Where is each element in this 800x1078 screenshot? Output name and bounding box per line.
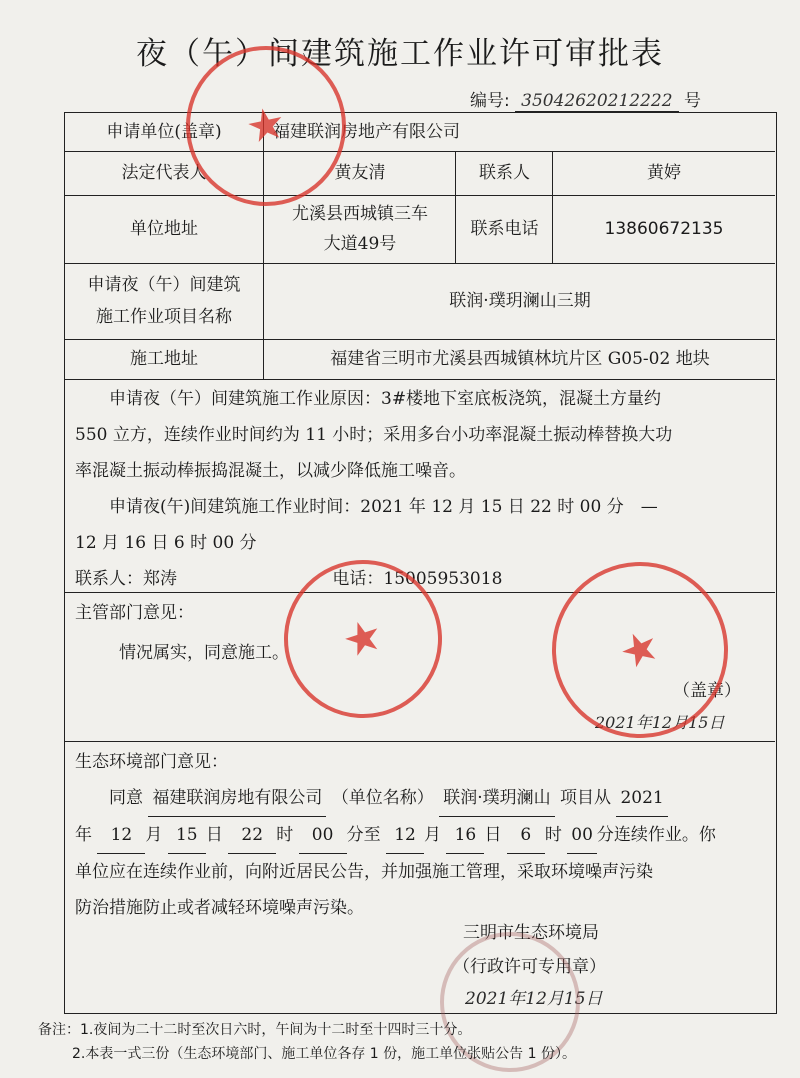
env-month-word: 月: [145, 825, 163, 845]
dept-heading: 主管部门意见：: [75, 603, 194, 623]
note-1: 备注：1.夜间为二十二时至次日六时，午间为十二时至十四时三十分。: [38, 1022, 472, 1038]
env-hour-word: 时: [276, 825, 294, 845]
env-line4: 防治措施防止或者减轻环境噪声污染。: [75, 898, 364, 918]
contact-person-value: 黄婷: [647, 163, 681, 183]
serial-value: 35042620212222: [515, 91, 678, 112]
site-value: 福建省三明市尤溪县西城镇林坑片区 G05-02 地块: [330, 349, 710, 369]
env-month-start: 12: [97, 817, 145, 854]
footnotes: [38, 1018, 576, 1066]
env-minute-end: 00: [567, 817, 597, 854]
env-year-word: 年: [75, 825, 92, 845]
env-day-word-2: 日: [484, 825, 502, 845]
env-day-end: 16: [446, 817, 484, 854]
env-opinion: [75, 744, 771, 926]
env-line2: [75, 817, 771, 854]
env-minute-word: 分至: [346, 825, 381, 845]
address-line1: 尤溪县西城镇三车: [292, 204, 428, 224]
env-agree: 同意: [109, 788, 143, 808]
env-year: 2021: [616, 780, 667, 817]
dept-seal-note: （盖章）: [673, 681, 741, 701]
env-project: 联润·璞玥澜山: [439, 780, 554, 817]
period-line2: 12 月 16 日 6 时 00 分: [75, 533, 257, 553]
env-month-end: 12: [386, 817, 424, 854]
env-project-from: 项目从: [560, 788, 612, 808]
applicant-label: 申请单位(盖章): [106, 122, 222, 142]
env-line3: 单位应在连续作业前，向附近居民公告，并加强施工管理，采取环境噪声污染: [75, 862, 653, 882]
env-unit: 福建联润房地有限公司: [148, 780, 326, 817]
serial-number: [470, 86, 701, 111]
project-label: [65, 263, 263, 339]
dept-opinion-text: 情况属实，同意施工。: [119, 643, 289, 663]
address-value: [265, 195, 455, 263]
env-day-word: 日: [205, 825, 223, 845]
applicant-value: 福建联润房地产有限公司: [273, 122, 460, 142]
env-heading: 生态环境部门意见：: [75, 752, 228, 772]
address-label: 单位地址: [130, 219, 198, 239]
contact-label: 联系人：郑涛: [75, 569, 177, 589]
address-line2: 大道49号: [323, 234, 397, 254]
project-label-line1: 申请夜（午）间建筑: [87, 275, 241, 295]
reason-line3: 率混凝土振动棒振捣混凝土，以减少降低施工噪音。: [75, 461, 466, 481]
reason-line2: 550 立方，连续作业时间约为 11 小时；采用多台小功率混凝土振动棒替换大功: [75, 425, 673, 445]
dept-date: 2021年12月15日: [595, 713, 725, 732]
reason-block: [75, 381, 771, 597]
serial-label: 编号:: [470, 91, 510, 111]
legal-rep-label: 法定代表人: [121, 163, 207, 183]
approval-form: [64, 112, 777, 1014]
reason-line1: 申请夜（午）间建筑施工作业原因：3#楼地下室底板浇筑，混凝土方量约: [109, 389, 662, 409]
env-org: 三明市生态环境局: [463, 923, 599, 943]
env-line1: [75, 780, 771, 817]
seal-star-icon: ★: [611, 618, 669, 681]
env-date: 2021年12月15日: [465, 989, 603, 1009]
env-seal-note: （行政许可专用章）: [453, 957, 606, 977]
phone-value: 13860672135: [604, 219, 724, 239]
legal-rep-value: 黄友清: [334, 163, 386, 183]
env-day-start: 15: [168, 817, 206, 854]
contact-phone: 电话：15005953018: [332, 569, 503, 589]
env-minute-start: 00: [299, 817, 347, 854]
env-hour-start: 22: [228, 817, 276, 854]
site-label: 施工地址: [130, 349, 198, 369]
note-2: 2.本表一式三份（生态环境部门、施工单位各存 1 份，施工单位张贴公告 1 份）。: [72, 1046, 576, 1062]
seal-star-icon: ★: [241, 96, 291, 155]
env-hour-word-2: 时: [544, 825, 562, 845]
project-value: 联润·璞玥澜山三期: [449, 291, 591, 311]
serial-suffix: 号: [683, 91, 701, 111]
phone-label: 联系电话: [470, 219, 539, 239]
env-unit-hint: （单位名称）: [331, 788, 434, 808]
period-line1: 申请夜(午)间建筑施工作业时间：2021 年 12 月 15 日 22 时 00 分 —: [109, 497, 658, 517]
env-hour-end: 6: [507, 817, 545, 854]
form-title: 夜（午）间建筑施工作业许可审批表: [136, 36, 664, 72]
project-label-line2: 施工作业项目名称: [96, 307, 232, 327]
seal-star-icon: ★: [336, 608, 390, 669]
env-month-word-2: 月: [424, 825, 442, 845]
contact-person-label: 联系人: [479, 163, 530, 183]
env-minute-end-word: 分连续作业。你: [596, 825, 716, 845]
